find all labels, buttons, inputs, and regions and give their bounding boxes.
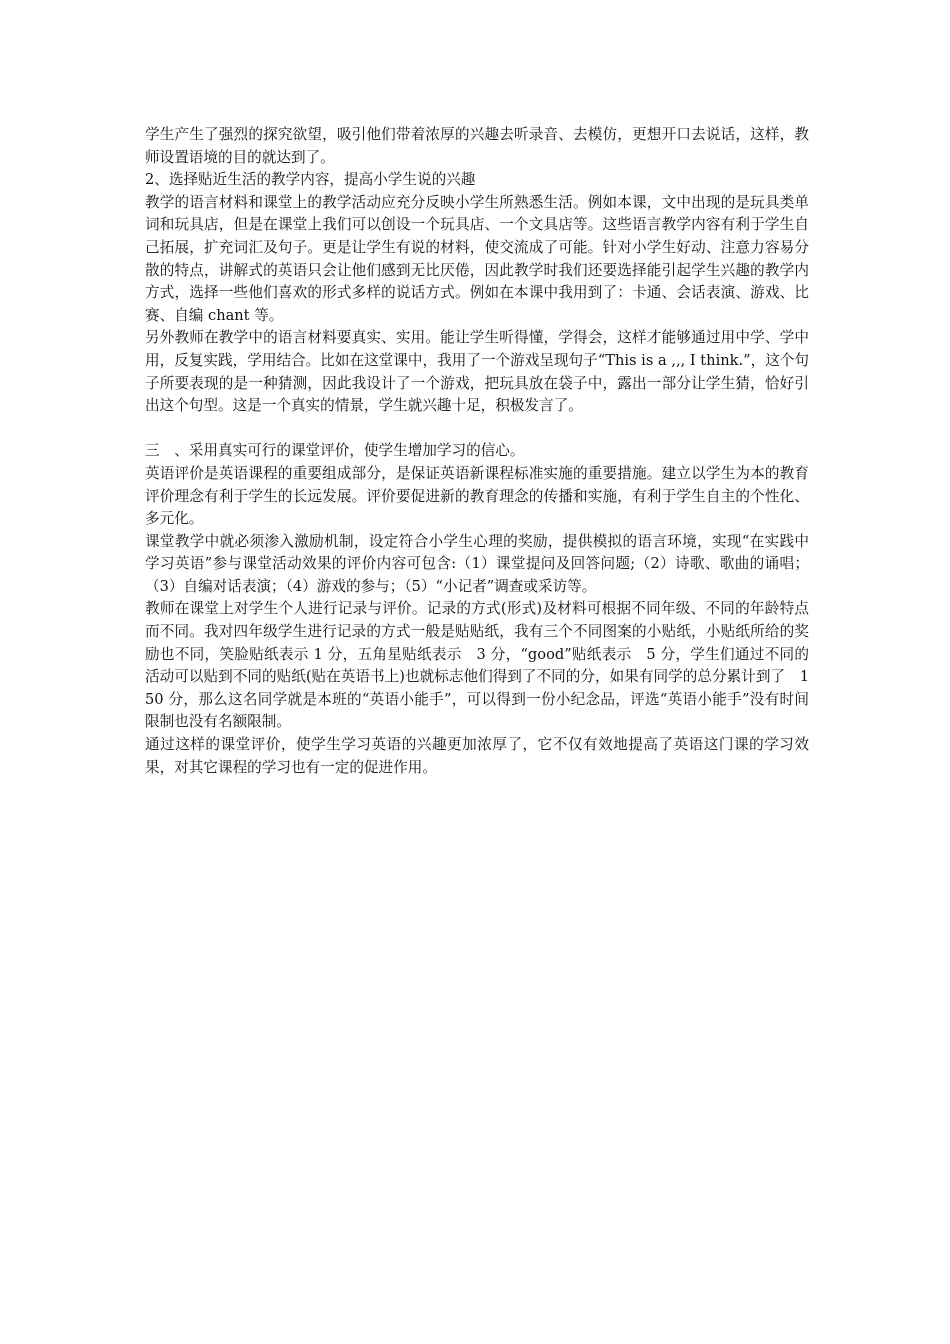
blank-line xyxy=(145,418,809,441)
paragraph-teaching-content: 教学的语言材料和课堂上的教学活动应充分反映小学生所熟悉生活。例如本课，文中出现的是玩具类单词和玩具店，但是在课堂上我们可以创设一个玩具店、一个文具店等。这些语言教学内容有利于学生自己拓展，扩充词汇及句子。更是让学生有说的材料，使交流成了可能。针对小学生好动、注意力容易分散的特点，讲解式的英语只会让他们感到无比厌倦，因此教学时我们还要选择能引起学生兴趣的教学内方式，选择一些他们喜欢的形式多样的说话方式。例如在本课中我用到了：卡通、会话表演、游戏、比赛、自编 chant 等。 xyxy=(145,193,809,324)
paragraph-context-ending: 学生产生了强烈的探究欲望，吸引他们带着浓厚的兴趣去听录音、去模仿，更想开口去说话，这样，教师设置语境的目的就达到了。 xyxy=(145,126,809,166)
document-body xyxy=(145,124,809,779)
section-heading-2: 2、选择贴近生活的教学内容，提高小学生说的兴趣 xyxy=(145,171,476,189)
section-heading-3: 三 、采用真实可行的课堂评价，使学生增加学习的信心。 xyxy=(145,442,525,460)
paragraph-incentive-mechanism: 课堂教学中就必须渗入激励机制，设定符合小学生心理的奖励，提供模拟的语言环境，实现“在实践中学习英语”参与课堂活动效果的评价内容可包含:（1）课堂提问及回答问题;（2）诗歌、歌曲的诵唱；（3）自编对话表演；（4）游戏的参与；（5）“小记者”调查或采访等。 xyxy=(145,532,809,595)
paragraph-sticker-records: 教师在课堂上对学生个人进行记录与评价。记录的方式(形式)及材料可根据不同年级、不同的年龄特点而不同。我对四年级学生进行记录的方式一般是贴贴纸，我有三个不同图案的小贴纸，小贴纸所给的奖励也不同，笑脸贴纸表示 1 分，五角星贴纸表示 3 分，“good”贴纸表示 5 分，学生们通过不同的活动可以贴到不同的贴纸(贴在英语书上)也就标志他们得到了不同的分，如果有同学的总分累计到了 150 分，那么这名同学就是本班的“英语小能手”，可以得到一份小纪念品，评选“英语小能手”没有时间限制也没有名额限制。 xyxy=(145,600,809,731)
paragraph-authentic-materials: 另外教师在教学中的语言材料要真实、实用。能让学生听得懂，学得会，这样才能够通过用中学、学中用，反复实践，学用结合。比如在这堂课中，我用了一个游戏呈现句子“This is a ,,, I think.”，这个句子所要表现的是一种猜测，因此我设计了一个游戏，把玩具放在袋子中，露出一部分让学生猜，恰好引出这个句型。这是一个真实的情景，学生就兴趣十足，积极发言了。 xyxy=(145,329,809,415)
paragraph-conclusion: 通过这样的课堂评价，使学生学习英语的兴趣更加浓厚了，它不仅有效地提高了英语这门课的学习效果，对其它课程的学习也有一定的促进作用。 xyxy=(145,736,809,776)
paragraph-evaluation-intro: 英语评价是英语课程的重要组成部分，是保证英语新课程标准实施的重要措施。建立以学生为本的教育评价理念有利于学生的长远发展。评价要促进新的教育理念的传播和实施，有利于学生自主的个性化、多元化。 xyxy=(145,464,809,528)
